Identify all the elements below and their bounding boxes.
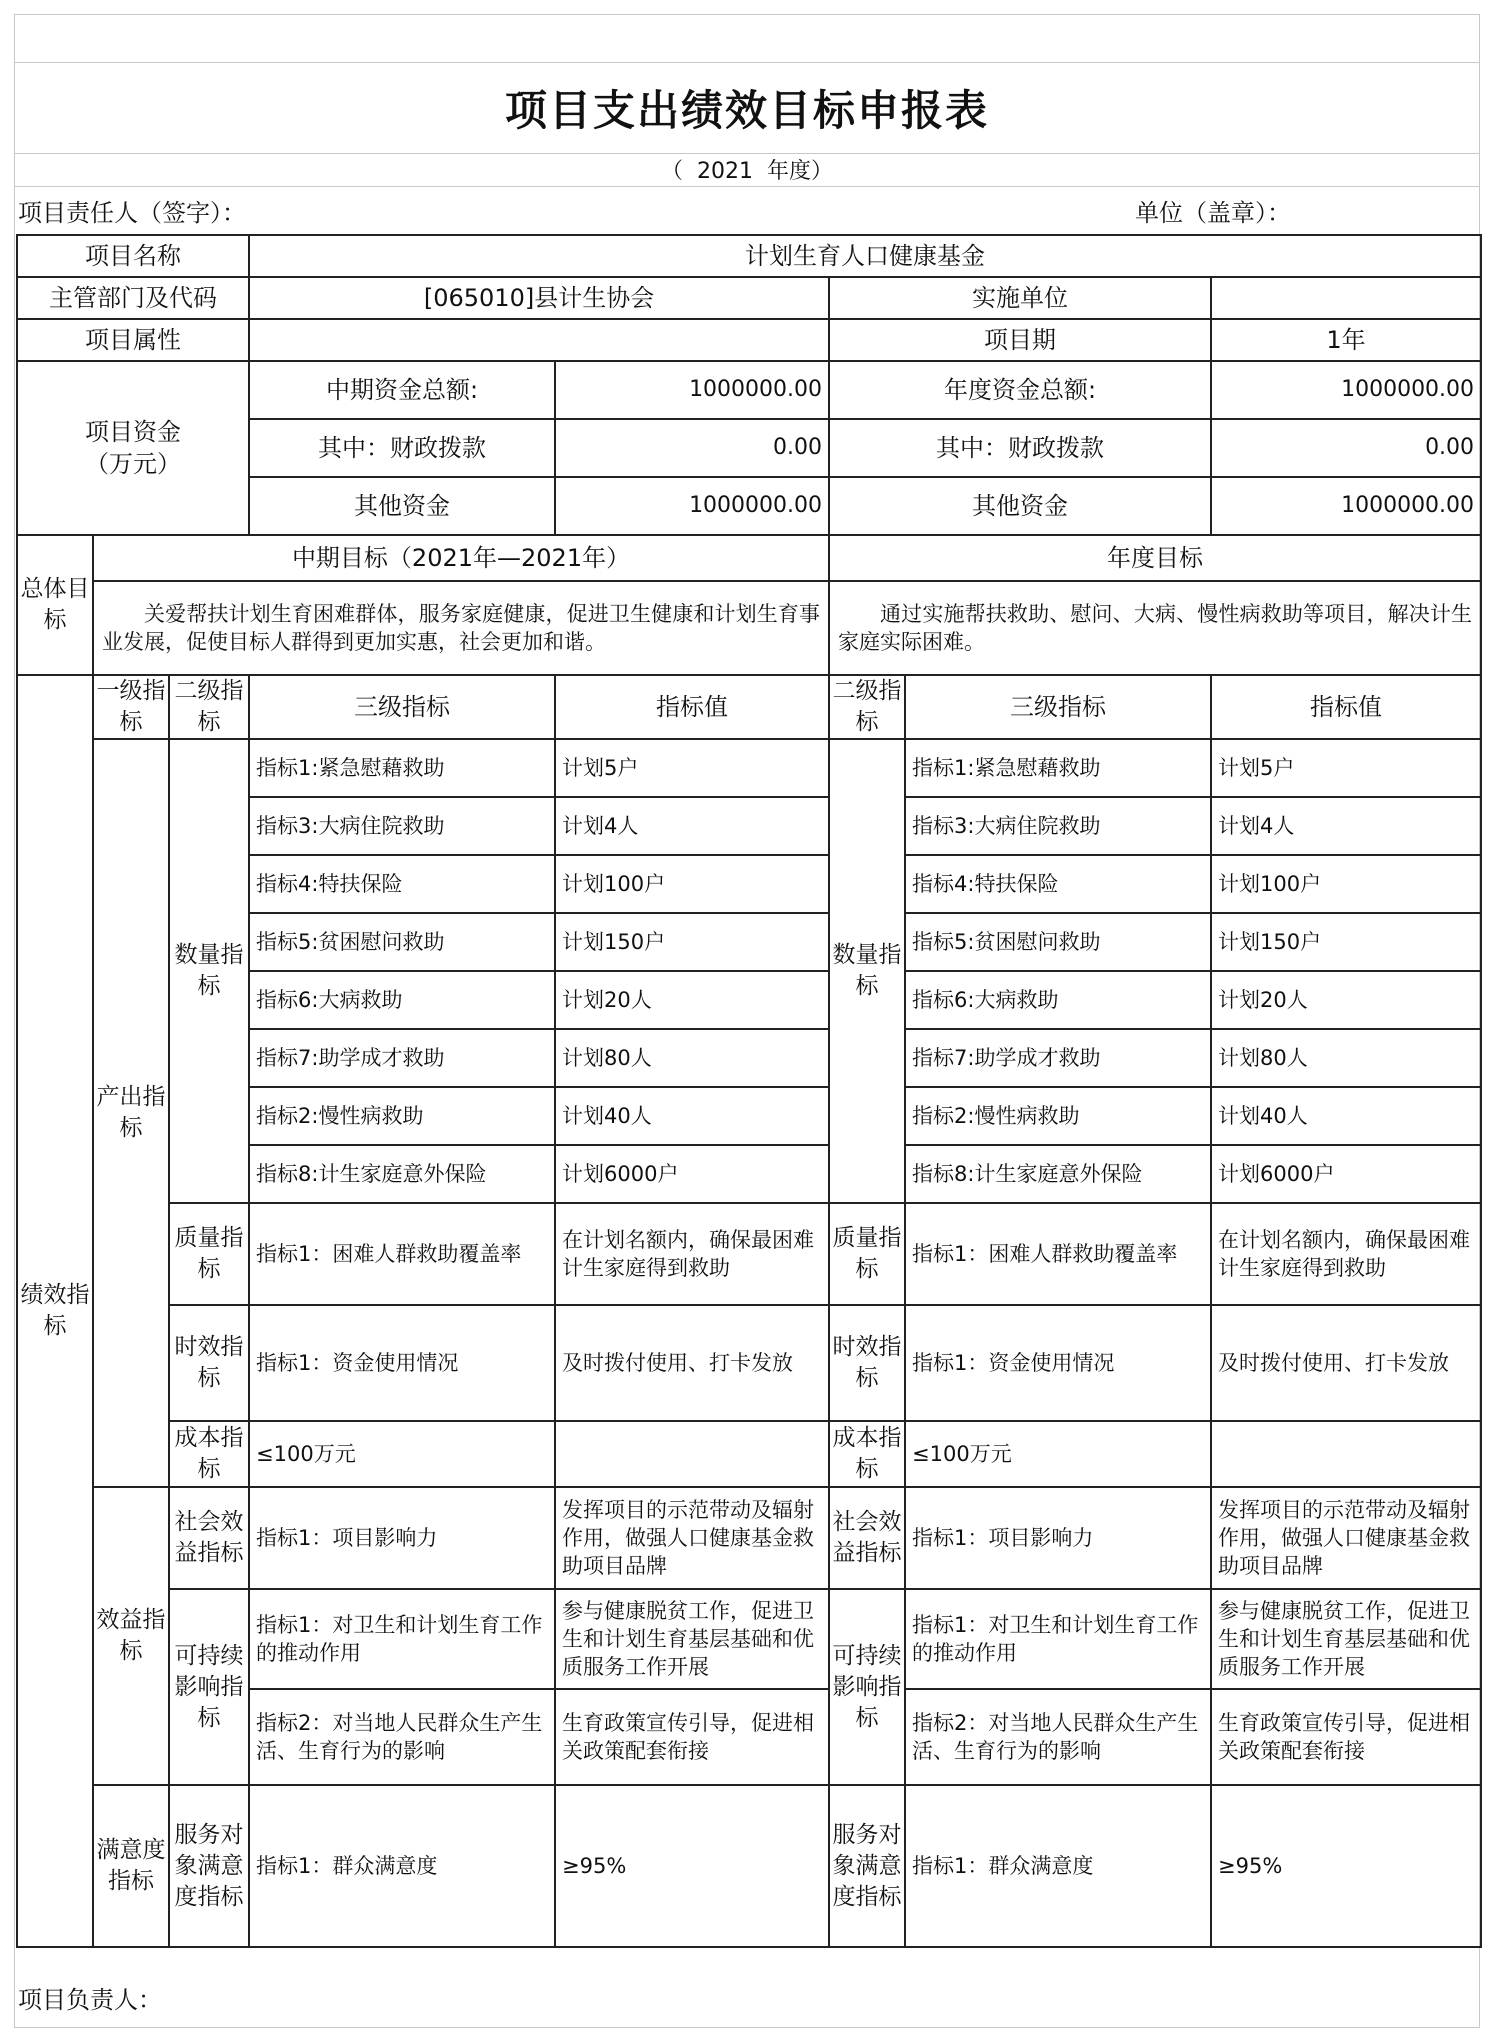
quality-item-name-right: 指标1：困难人群救助覆盖率 xyxy=(905,1203,1211,1305)
year-fiscal-value: 0.00 xyxy=(1211,419,1481,477)
social-item-name: 指标1：项目影响力 xyxy=(249,1487,555,1589)
sustain-indicator-label-right: 可持续影响指标 xyxy=(829,1589,905,1785)
quantity-item-name-right: 指标6:大病救助 xyxy=(905,971,1211,1029)
benefit-indicator-label: 效益指标 xyxy=(93,1487,169,1785)
quantity-item-name-right: 指标5:贫困慰问救助 xyxy=(905,913,1211,971)
quantity-item-name: 指标4:特扶保险 xyxy=(249,855,555,913)
quantity-item-value-right: 计划20人 xyxy=(1211,971,1481,1029)
quality-item-value: 在计划名额内，确保最困难计生家庭得到救助 xyxy=(555,1203,829,1305)
service-satisfaction-label: 服务对象满意度指标 xyxy=(169,1785,249,1947)
cost-item-value-right xyxy=(1211,1421,1481,1487)
quantity-item-value-right: 计划4人 xyxy=(1211,797,1481,855)
satisfaction-item-name-right: 指标1：群众满意度 xyxy=(905,1785,1211,1947)
sustain-item-name: 指标1：对卫生和计划生育工作的推动作用 xyxy=(249,1589,555,1689)
satisfaction-item-value: ≥95% xyxy=(555,1785,829,1947)
sustain-item-name-right: 指标2：对当地人民群众生产生活、生育行为的影响 xyxy=(905,1689,1211,1785)
header-value: 指标值 xyxy=(555,675,829,739)
mid-goal-header: 中期目标（2021年—2021年） xyxy=(93,535,829,581)
quality-item-value-right: 在计划名额内，确保最困难计生家庭得到救助 xyxy=(1211,1203,1481,1305)
year-total-value: 1000000.00 xyxy=(1211,361,1481,419)
social-indicator-label: 社会效益指标 xyxy=(169,1487,249,1589)
header-level2-right: 二级指标 xyxy=(829,675,905,739)
quantity-item-value: 计划40人 xyxy=(555,1087,829,1145)
quantity-item-value: 计划80人 xyxy=(555,1029,829,1087)
quantity-item-name: 指标2:慢性病救助 xyxy=(249,1087,555,1145)
cost-indicator-label-right: 成本指标 xyxy=(829,1421,905,1487)
quantity-item-value-right: 计划6000户 xyxy=(1211,1145,1481,1203)
funds-label-line1: 项目资金 xyxy=(85,417,182,446)
social-item-name-right: 指标1：项目影响力 xyxy=(905,1487,1211,1589)
year-other-label: 其他资金 xyxy=(829,477,1211,535)
quantity-item-value-right: 计划80人 xyxy=(1211,1029,1481,1087)
quantity-item-name: 指标1:紧急慰藉救助 xyxy=(249,739,555,797)
page-title: 项目支出绩效目标申报表 xyxy=(14,62,1480,154)
mid-fiscal-label: 其中：财政拨款 xyxy=(249,419,555,477)
quantity-item-value: 计划6000户 xyxy=(555,1145,829,1203)
mid-fiscal-value: 0.00 xyxy=(555,419,829,477)
year-goal-header: 年度目标 xyxy=(829,535,1481,581)
project-period-value: 1年 xyxy=(1211,319,1481,361)
quantity-item-value: 计划4人 xyxy=(555,797,829,855)
project-leader-label: 项目负责人： xyxy=(18,1986,162,2014)
mid-goal-text: 关爱帮扶计划生育困难群体，服务家庭健康，促进卫生健康和计划生育事业发展，促使目标人群得到更加实惠，社会更加和谐。 xyxy=(93,581,829,675)
mid-other-label: 其他资金 xyxy=(249,477,555,535)
year-other-value: 1000000.00 xyxy=(1211,477,1481,535)
cost-indicator-label: 成本指标 xyxy=(169,1421,249,1487)
timeliness-item-name: 指标1：资金使用情况 xyxy=(249,1305,555,1421)
satisfaction-item-value-right: ≥95% xyxy=(1211,1785,1481,1947)
header-level3: 三级指标 xyxy=(249,675,555,739)
sustain-item-value: 生育政策宣传引导，促进相关政策配套衔接 xyxy=(555,1689,829,1785)
quantity-item-name-right: 指标4:特扶保险 xyxy=(905,855,1211,913)
sustain-item-value-right: 参与健康脱贫工作，促进卫生和计划生育基层基础和优质服务工作开展 xyxy=(1211,1589,1481,1689)
quantity-item-name-right: 指标3:大病住院救助 xyxy=(905,797,1211,855)
quantity-item-value-right: 计划150户 xyxy=(1211,913,1481,971)
social-indicator-label-right: 社会效益指标 xyxy=(829,1487,905,1589)
sustain-item-name-right: 指标1：对卫生和计划生育工作的推动作用 xyxy=(905,1589,1211,1689)
header-level1: 一级指标 xyxy=(93,675,169,739)
service-satisfaction-label-right: 服务对象满意度指标 xyxy=(829,1785,905,1947)
quantity-item-value-right: 计划40人 xyxy=(1211,1087,1481,1145)
quantity-item-name-right: 指标2:慢性病救助 xyxy=(905,1087,1211,1145)
funds-label-line2: （万元） xyxy=(85,450,182,478)
quantity-item-name: 指标8:计生家庭意外保险 xyxy=(249,1145,555,1203)
timeliness-item-value: 及时拨付使用、打卡发放 xyxy=(555,1305,829,1421)
sustain-item-name: 指标2：对当地人民群众生产生活、生育行为的影响 xyxy=(249,1689,555,1785)
quantity-item-value: 计划20人 xyxy=(555,971,829,1029)
mid-other-value: 1000000.00 xyxy=(555,477,829,535)
satisfaction-indicator-label: 满意度指标 xyxy=(93,1785,169,1947)
performance-indicators-label: 绩效指标 xyxy=(17,675,93,1947)
quantity-indicator-label: 数量指标 xyxy=(169,739,249,1203)
year-fiscal-label: 其中：财政拨款 xyxy=(829,419,1211,477)
timeliness-item-value-right: 及时拨付使用、打卡发放 xyxy=(1211,1305,1481,1421)
quantity-item-name-right: 指标1:紧急慰藉救助 xyxy=(905,739,1211,797)
mid-total-label: 中期资金总额: xyxy=(249,361,555,419)
quantity-item-value: 计划150户 xyxy=(555,913,829,971)
unit-seal-label: 单位（盖章）： xyxy=(1135,198,1291,227)
impl-unit-label: 实施单位 xyxy=(829,277,1211,319)
timeliness-indicator-label: 时效指标 xyxy=(169,1305,249,1421)
quality-indicator-label-right: 质量指标 xyxy=(829,1203,905,1305)
cost-item-name-right: ≤100万元 xyxy=(905,1421,1211,1487)
quantity-item-value-right: 计划5户 xyxy=(1211,739,1481,797)
quantity-item-name-right: 指标8:计生家庭意外保险 xyxy=(905,1145,1211,1203)
timeliness-indicator-label-right: 时效指标 xyxy=(829,1305,905,1421)
project-attr-label: 项目属性 xyxy=(17,319,249,361)
quantity-indicator-label-right: 数量指标 xyxy=(829,739,905,1203)
cost-item-value xyxy=(555,1421,829,1487)
output-indicator-label: 产出指标 xyxy=(93,739,169,1487)
project-name-value: 计划生育人口健康基金 xyxy=(249,235,1481,277)
overall-goal-label: 总体目标 xyxy=(17,535,93,675)
quantity-item-value-right: 计划100户 xyxy=(1211,855,1481,913)
year-goal-text: 通过实施帮扶救助、慰问、大病、慢性病救助等项目，解决计生家庭实际困难。 xyxy=(829,581,1481,675)
sustain-item-value: 参与健康脱贫工作，促进卫生和计划生育基层基础和优质服务工作开展 xyxy=(555,1589,829,1689)
quality-item-name: 指标1：困难人群救助覆盖率 xyxy=(249,1203,555,1305)
quantity-item-name: 指标3:大病住院救助 xyxy=(249,797,555,855)
header-level2: 二级指标 xyxy=(169,675,249,739)
year-total-label: 年度资金总额: xyxy=(829,361,1211,419)
year-line: （ 2021 年度） xyxy=(14,152,1480,187)
project-name-label: 项目名称 xyxy=(17,235,249,277)
mid-total-value: 1000000.00 xyxy=(555,361,829,419)
performance-table xyxy=(16,234,1482,1948)
timeliness-item-name-right: 指标1：资金使用情况 xyxy=(905,1305,1211,1421)
responsible-signature-label: 项目责任人（签字）： xyxy=(18,198,246,227)
quantity-item-name: 指标5:贫困慰问救助 xyxy=(249,913,555,971)
dept-value: [065010]县计生协会 xyxy=(249,277,829,319)
cost-item-name: ≤100万元 xyxy=(249,1421,555,1487)
header-value-right: 指标值 xyxy=(1211,675,1481,739)
quantity-item-name: 指标6:大病救助 xyxy=(249,971,555,1029)
project-attr-value xyxy=(249,319,829,361)
quantity-item-value: 计划100户 xyxy=(555,855,829,913)
funds-label xyxy=(17,361,249,535)
impl-unit-value xyxy=(1211,277,1481,319)
social-item-value: 发挥项目的示范带动及辐射作用，做强人口健康基金救助项目品牌 xyxy=(555,1487,829,1589)
dept-label: 主管部门及代码 xyxy=(17,277,249,319)
sustain-item-value-right: 生育政策宣传引导，促进相关政策配套衔接 xyxy=(1211,1689,1481,1785)
quantity-item-name-right: 指标7:助学成才救助 xyxy=(905,1029,1211,1087)
satisfaction-item-name: 指标1：群众满意度 xyxy=(249,1785,555,1947)
sustain-indicator-label: 可持续影响指标 xyxy=(169,1589,249,1785)
social-item-value-right: 发挥项目的示范带动及辐射作用，做强人口健康基金救助项目品牌 xyxy=(1211,1487,1481,1589)
header-level3-right: 三级指标 xyxy=(905,675,1211,739)
quantity-item-value: 计划5户 xyxy=(555,739,829,797)
quality-indicator-label: 质量指标 xyxy=(169,1203,249,1305)
project-period-label: 项目期 xyxy=(829,319,1211,361)
quantity-item-name: 指标7:助学成才救助 xyxy=(249,1029,555,1087)
